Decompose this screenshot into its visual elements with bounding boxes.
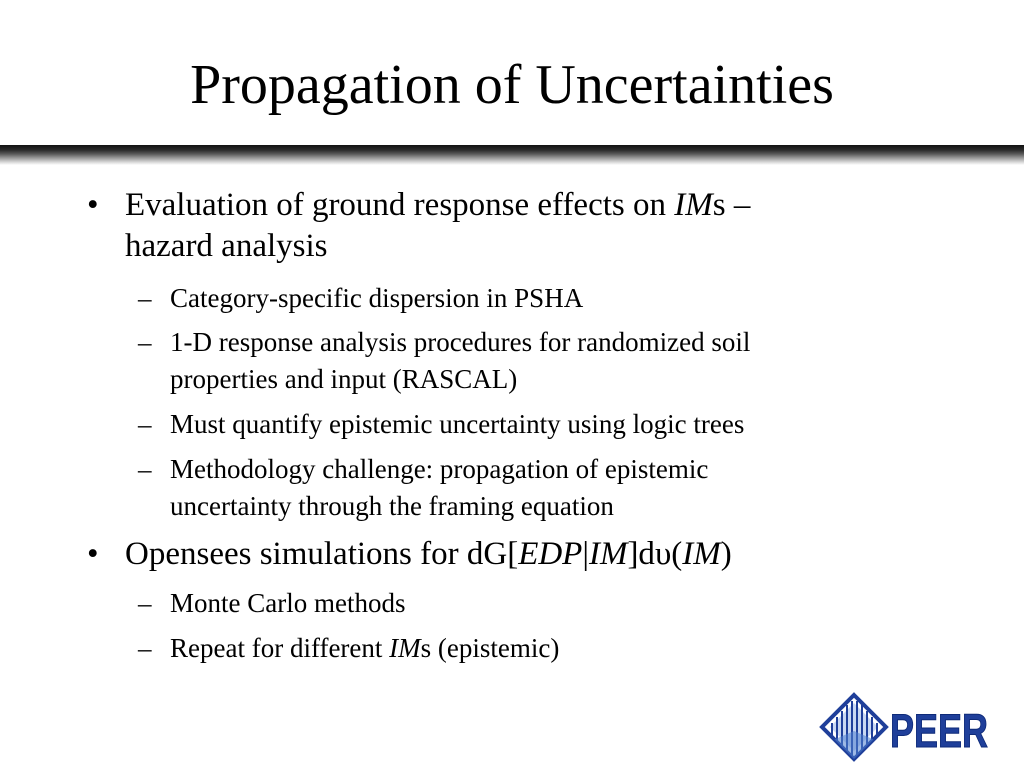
dash-marker: – <box>138 633 152 663</box>
title-divider <box>0 145 1024 165</box>
im-term: IM <box>682 536 721 572</box>
sub-bullet-text: Category-specific dispersion in PSHA <box>170 283 584 313</box>
logo-diamond-pattern <box>826 701 882 759</box>
bullet-line-2: hazard analysis <box>125 228 328 264</box>
edp-term: EDP <box>518 536 583 572</box>
sub-bullet-text-2: properties and input (RASCAL) <box>170 364 518 394</box>
sub-bullet-text-2: uncertainty through the framing equation <box>170 491 614 521</box>
sub-bullet-text: Methodology challenge: propagation of epistemic <box>170 454 709 484</box>
nu-symbol: υ <box>654 536 672 572</box>
bullet-line: Opensees simulations for dG[EDP|IM]dυ(IM) <box>125 536 732 572</box>
sub-bullet-text: Repeat for different IMs (epistemic) <box>170 633 560 663</box>
sub-bullet-text: Must quantify epistemic uncertainty using logic trees <box>170 409 745 439</box>
sub-bullet <box>138 630 560 667</box>
im-term: IM <box>674 187 713 223</box>
sub-bullet <box>138 406 745 443</box>
dash-marker: – <box>138 454 152 484</box>
sub-bullet <box>138 585 406 622</box>
bullet-opensees <box>87 534 732 575</box>
dash-marker: – <box>138 588 152 618</box>
dash-marker: – <box>138 327 152 357</box>
sub-bullet-text: 1-D response analysis procedures for randomized soil <box>170 327 751 357</box>
dash-marker: – <box>138 283 152 313</box>
bullet-line: Evaluation of ground response effects on IMs – <box>125 187 751 223</box>
dash-marker: – <box>138 409 152 439</box>
im-term: IM <box>588 536 628 572</box>
peer-logo <box>818 693 993 761</box>
bullet-ground-response <box>87 185 751 267</box>
logo-text: PEER <box>890 704 988 757</box>
bullet-marker: • <box>87 187 99 223</box>
bullet-marker: • <box>87 536 99 572</box>
sub-bullet <box>138 451 709 525</box>
sub-bullet <box>138 280 584 317</box>
im-term: IM <box>389 633 421 663</box>
sub-bullet-text: Monte Carlo methods <box>170 588 406 618</box>
sub-bullet <box>138 324 751 398</box>
slide-title: Propagation of Uncertainties <box>190 54 834 116</box>
